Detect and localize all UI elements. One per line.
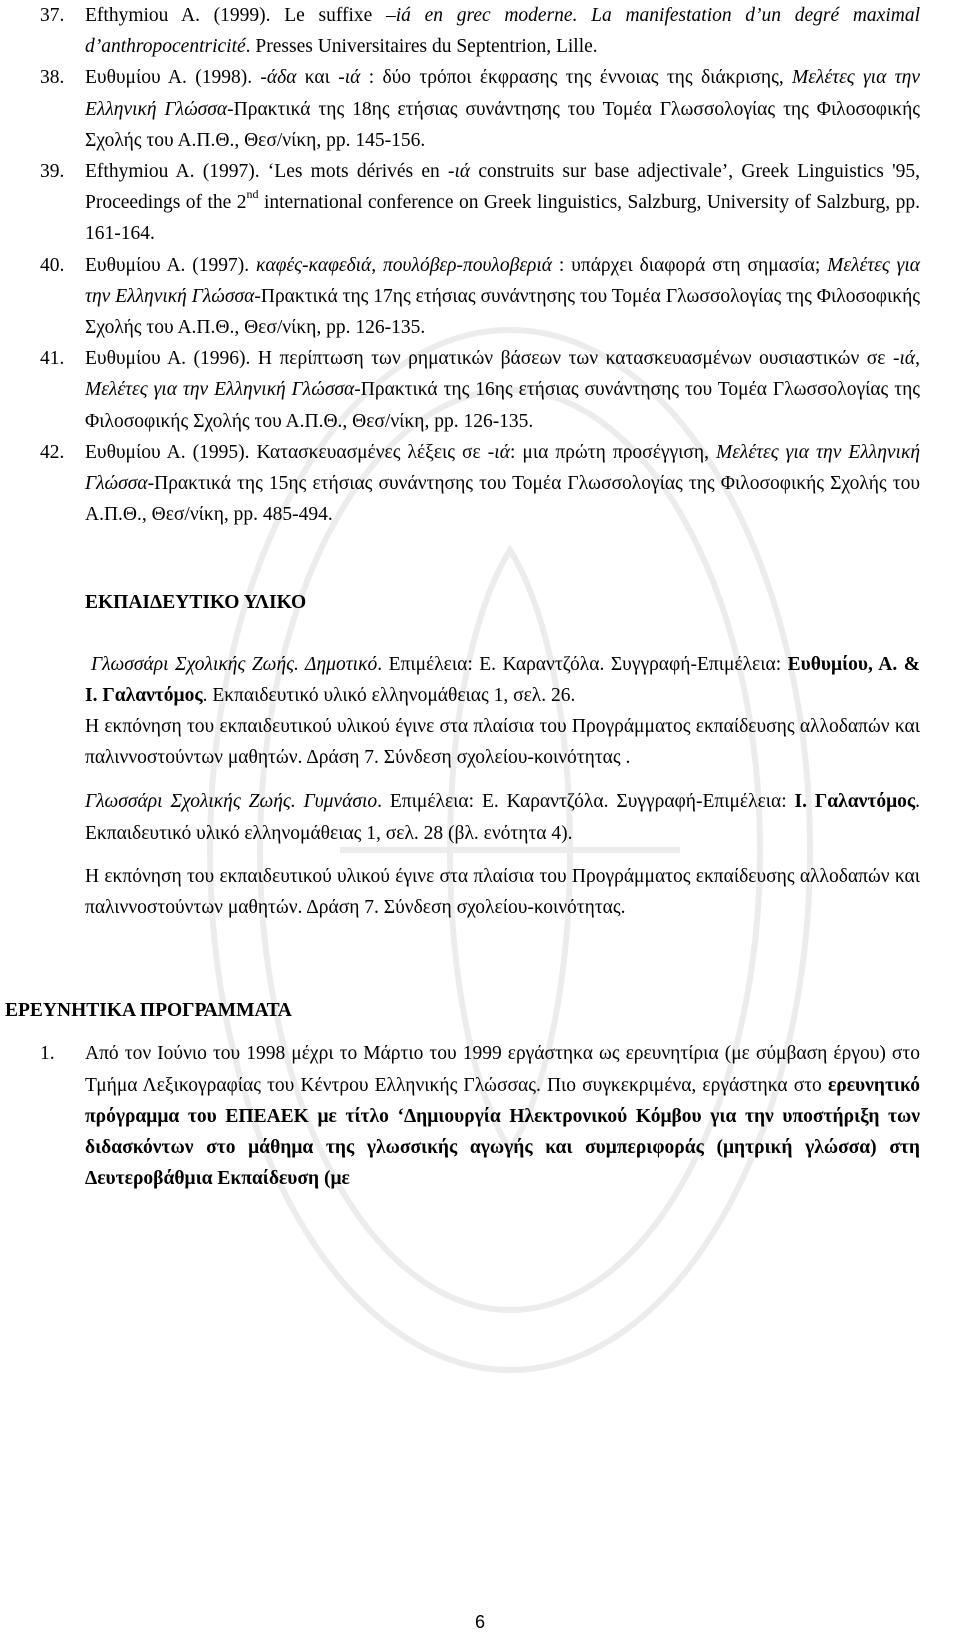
text-run: Ευθυμίου Α. (1997).: [85, 254, 257, 276]
text-run: -Πρακτικά της 18ης ετήσιας συνάντησης του Τομέα Γλωσσολογίας της Φιλοσοφικής Σχολής του Α.Π.Θ., Θεσ/νίκη, pp. 145-156.: [85, 98, 920, 151]
italic-text: Γλωσσάρι Σχολικής Ζωής. Γυμνάσιο: [85, 791, 378, 813]
italic-text: Μελέτες για την Ελληνική Γλώσσα: [85, 441, 920, 495]
text-run: . Εκπαιδευτικό υλικό ελληνομάθειας 1, σελ. 28 (βλ. ενότητα 4).: [85, 791, 921, 844]
research-item: [40, 1038, 920, 1194]
educational-entry: [40, 786, 920, 848]
text-run: ,: [915, 348, 920, 370]
reference-number: 40.: [40, 254, 65, 276]
reference-item: [40, 343, 920, 437]
superscript-text: nd: [246, 187, 259, 202]
text-run: -Πρακτικά της 16ης ετήσιας συνάντησης του Τομέα Γλωσσολογίας της Φιλοσοφικής Σχολής του Α.Π.Θ., Θεσ/νίκη, pp. 126-135.: [85, 379, 920, 432]
reference-text: [85, 156, 920, 250]
text-run: : υπάρχει διαφορά στη σημασία;: [552, 254, 828, 276]
research-text: [85, 1038, 920, 1194]
educational-entry: [40, 649, 920, 774]
text-run: Efthymiou A. (1999). Le suffixe –: [85, 5, 396, 26]
text-run: και: [296, 67, 339, 89]
reference-text: [85, 62, 920, 156]
italic-text: -ιά: [892, 348, 916, 370]
text-run: international conference on Greek linguistics, Salzburg, University of Salzburg, pp. 161-164.: [85, 192, 920, 245]
text-run: . Εκπαιδευτικό υλικό ελληνομάθειας 1, σελ. 26.: [202, 684, 576, 706]
entry-paragraph: [85, 861, 920, 923]
italic-text: -ιά: [487, 441, 510, 463]
reference-number: 39.: [40, 161, 65, 183]
reference-text: [85, 250, 920, 344]
reference-text: [85, 0, 920, 62]
reference-number: 42.: [40, 441, 65, 463]
reference-item: [40, 0, 920, 62]
research-number: 1.: [40, 1043, 55, 1065]
text-run: Ευθυμίου Α. (1995). Κατασκευασμένες λέξεις σε: [85, 441, 488, 463]
text-run: : δύο τρόποι έκφρασης της έννοιας της διάκρισης,: [360, 67, 793, 89]
italic-text: Μελέτες για την Ελληνική Γλώσσα: [85, 379, 355, 401]
reference-number: 37.: [40, 5, 65, 26]
bold-text: ερευνητικό πρόγραμμα του ΕΠΕΑΕΚ με τίτλο ‘Δημιουργία Ηλεκτρονικού Κόμβου για την υποστήριξη των διδασκόντων στο μάθημα της γλωσσικής αγωγής και συμπεριφοράς (μητρική γλώσσα) στη Δευτεροβάθμια Εκπαίδευση (με: [85, 1074, 920, 1190]
entry-paragraph: [85, 649, 920, 711]
text-run: Η εκπόνηση του εκπαιδευτικού υλικού έγινε στα πλαίσια του Προγράμματος εκπαίδευσης αλλοδαπών και παλιννοστούντων μαθητών. Δράση 7. Σύνδεση σχολείου-κοινότητας .: [85, 716, 920, 769]
text-run: Ευθυμίου Α. (1998).: [85, 67, 261, 89]
text-run: . Επιμέλεια: Ε. Καραντζόλα. Συγγραφή-Επιμέλεια:: [377, 653, 788, 675]
reference-item: [40, 250, 920, 344]
text-run: Η εκπόνηση του εκπαιδευτικού υλικού έγινε στα πλαίσια του Προγράμματος εκπαίδευσης αλλοδαπών και παλιννοστούντων μαθητών. Δράση 7. Σύνδεση σχολείου-κοινότητας.: [85, 865, 920, 919]
italic-text: καφές-καφεδιά, πουλόβερ-πουλοβεριά: [256, 254, 553, 276]
page-number: 6: [474, 1612, 485, 1632]
reference-text: [85, 437, 920, 531]
reference-item: [40, 156, 920, 250]
text-run: Ευθυμίου Α. (1996). Η περίπτωση των ρηματικών βάσεων των κατασκευασμένων ουσιαστικών σε: [85, 348, 893, 370]
text-run: Efthymiou A. (1997). ‘Les mots dérivés en: [85, 161, 448, 183]
reference-text: [85, 343, 920, 437]
italic-text: -άδα: [260, 67, 297, 89]
text-run: . Presses Universitaires du Septentrion, Lille.: [245, 36, 598, 58]
research-programs-heading: ΕΡΕΥΝΗΤΙΚΑ ΠΡΟΓΡΑΜΜΑΤΑ: [5, 1000, 292, 1022]
entry-paragraph: [85, 786, 920, 848]
entry-paragraph: [85, 711, 920, 773]
educational-entry: [40, 861, 920, 923]
bold-text: Ι. Γαλαντόμος: [794, 791, 916, 813]
italic-text: -ιά: [338, 67, 361, 89]
document-page: [5, 0, 921, 1195]
educational-material-heading: ΕΚΠΑΙΔΕΥΤΙΚΟ ΥΛΙΚΟ: [85, 592, 307, 614]
reference-item: [40, 437, 920, 531]
italic-text: iá en grec moderne. La manifestation d’un degré maximal d’anthropocentricité: [85, 5, 921, 58]
reference-number: 38.: [40, 67, 65, 89]
text-run: -Πρακτικά της 17ης ετήσιας συνάντησης του Τομέα Γλωσσολογίας της Φιλοσοφικής Σχολής του Α.Π.Θ., Θεσ/νίκη, pp. 126-135.: [85, 285, 920, 339]
text-run: Από τον Ιούνιο του 1998 μέχρι το Μάρτιο του 1999 εργάστηκα ως ερευνητίρια (με σύμβαση έργου) στο Τμήμα Λεξικογραφίας του Κέντρου Ελληνικής Γλώσσας. Πιο συγκεκριμένα, εργάστηκα στο: [85, 1043, 920, 1096]
reference-list: [40, 0, 920, 530]
text-run: . Επιμέλεια: Ε. Καραντζόλα. Συγγραφή-Επιμέλεια:: [377, 791, 795, 813]
italic-text: -ιά: [447, 161, 471, 183]
reference-item: [40, 62, 920, 156]
italic-text: Μελέτες για την Ελληνική Γλώσσα: [85, 67, 920, 120]
italic-text: Γλωσσάρι Σχολικής Ζωής. Δημοτικό: [91, 653, 378, 675]
text-run: : μια πρώτη προσέγγιση,: [509, 441, 716, 463]
bold-text: Ευθυμίου, Α. & Ι. Γαλαντόμος: [85, 653, 920, 706]
italic-text: Μελέτες για την Ελληνική Γλώσσα: [85, 254, 920, 307]
text-run: -Πρακτικά της 15ης ετήσιας συνάντησης του Τομέα Γλωσσολογίας της Φιλοσοφικής Σχολής του Α.Π.Θ., Θεσ/νίκη, pp. 485-494.: [85, 473, 920, 526]
text-run: construits sur base adjectivale’, Greek Linguistics '95, Proceedings of the 2: [85, 161, 920, 214]
reference-number: 41.: [40, 348, 65, 370]
